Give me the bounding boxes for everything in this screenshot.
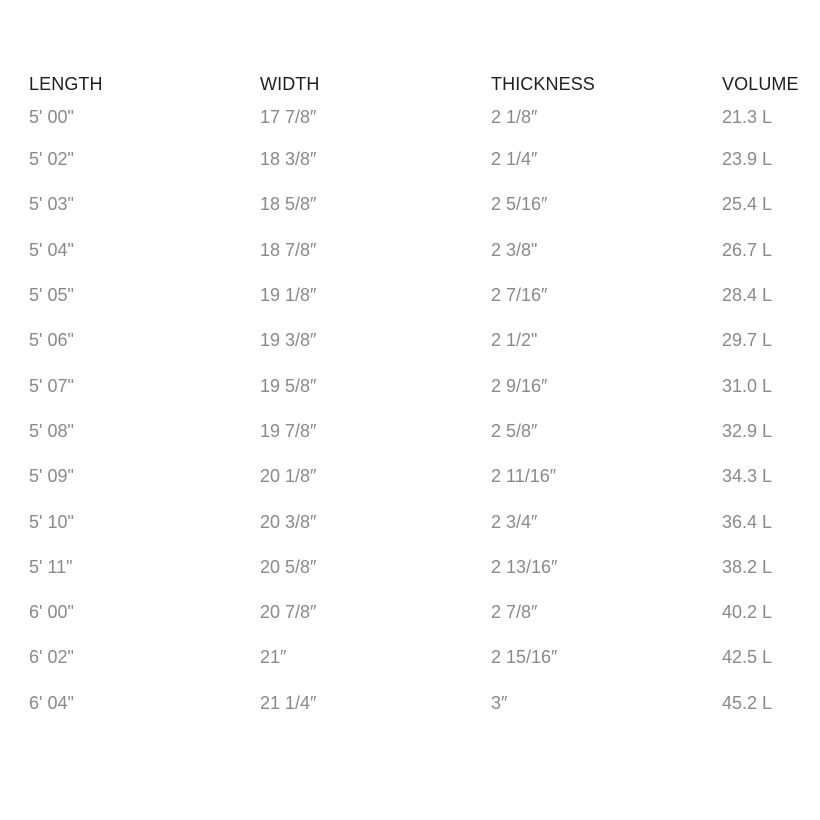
cell-length: 5' 09": [29, 466, 74, 487]
header-thickness: THICKNESS: [491, 74, 595, 94]
cell-length: 5' 11": [29, 556, 73, 577]
cell-width: 19 1/8″: [260, 285, 317, 306]
cell-volume: 29.7 L: [722, 330, 773, 351]
cell-thickness: 3″: [491, 692, 508, 713]
cell-thickness: 2 7/8″: [491, 602, 538, 623]
table-row: [29, 409, 809, 454]
cell-width: 18 7/8″: [260, 239, 317, 260]
cell-thickness: 2 13/16″: [491, 556, 558, 577]
cell-volume: 36.4 L: [722, 511, 773, 532]
cell-thickness: 2 3/8": [491, 239, 538, 260]
cell-volume: 31.0 L: [722, 375, 773, 396]
cell-width: 20 1/8″: [260, 466, 317, 487]
cell-width: 20 3/8″: [260, 511, 317, 532]
table-row: [29, 681, 809, 726]
table-body: [29, 97, 809, 726]
size-chart-table: [29, 72, 809, 726]
cell-thickness: 2 11/16″: [491, 466, 557, 487]
cell-volume: 21.3 L: [722, 106, 773, 127]
cell-width: 20 7/8″: [260, 602, 317, 623]
table-row: [29, 545, 809, 590]
cell-volume: 45.2 L: [722, 692, 773, 713]
cell-thickness: 2 1/4″: [491, 149, 538, 170]
cell-length: 5' 03": [29, 194, 74, 215]
table-row: [29, 228, 809, 273]
cell-width: 21″: [260, 647, 287, 668]
cell-length: 6' 00": [29, 602, 74, 623]
table-row: [29, 499, 809, 544]
table-row: [29, 137, 809, 182]
table-row: [29, 635, 809, 680]
header-volume: VOLUME: [722, 74, 799, 94]
cell-volume: 38.2 L: [722, 556, 773, 577]
cell-width: 21 1/4″: [260, 692, 317, 713]
cell-thickness: 2 9/16″: [491, 375, 548, 396]
cell-length: 5' 08": [29, 420, 74, 441]
cell-length: 5' 10": [29, 511, 74, 532]
cell-width: 19 7/8″: [260, 420, 317, 441]
cell-width: 19 5/8″: [260, 375, 317, 396]
cell-volume: 40.2 L: [722, 602, 773, 623]
cell-volume: 34.3 L: [722, 466, 773, 487]
cell-volume: 25.4 L: [722, 194, 773, 215]
cell-width: 17 7/8″: [260, 106, 317, 127]
cell-length: 5' 07": [29, 375, 74, 396]
cell-length: 5' 04": [29, 239, 74, 260]
cell-length: 5' 06": [29, 330, 74, 351]
table-row: [29, 97, 809, 137]
cell-volume: 32.9 L: [722, 420, 773, 441]
table-row: [29, 318, 809, 363]
header-width: WIDTH: [260, 74, 320, 94]
cell-length: 6' 02": [29, 647, 74, 668]
cell-volume: 23.9 L: [722, 149, 773, 170]
header-length: LENGTH: [29, 74, 103, 94]
table-row: [29, 273, 809, 318]
cell-width: 18 3/8″: [260, 149, 317, 170]
cell-width: 19 3/8″: [260, 330, 317, 351]
cell-width: 18 5/8″: [260, 194, 317, 215]
table-row: [29, 363, 809, 408]
cell-thickness: 2 5/16″: [491, 194, 548, 215]
cell-thickness: 2 15/16″: [491, 647, 558, 668]
cell-thickness: 2 1/8″: [491, 106, 538, 127]
cell-thickness: 2 5/8″: [491, 420, 538, 441]
cell-thickness: 2 7/16″: [491, 285, 548, 306]
cell-thickness: 2 3/4″: [491, 511, 538, 532]
cell-volume: 26.7 L: [722, 239, 773, 260]
cell-length: 6' 04": [29, 692, 74, 713]
cell-length: 5' 00": [29, 106, 74, 127]
table-row: [29, 182, 809, 227]
cell-volume: 42.5 L: [722, 647, 773, 668]
cell-width: 20 5/8″: [260, 556, 317, 577]
cell-volume: 28.4 L: [722, 285, 773, 306]
cell-length: 5' 02": [29, 149, 74, 170]
table-row: [29, 590, 809, 635]
table-row: [29, 454, 809, 499]
cell-length: 5' 05": [29, 285, 74, 306]
cell-thickness: 2 1/2": [491, 330, 538, 351]
table-header-row: [29, 72, 809, 97]
